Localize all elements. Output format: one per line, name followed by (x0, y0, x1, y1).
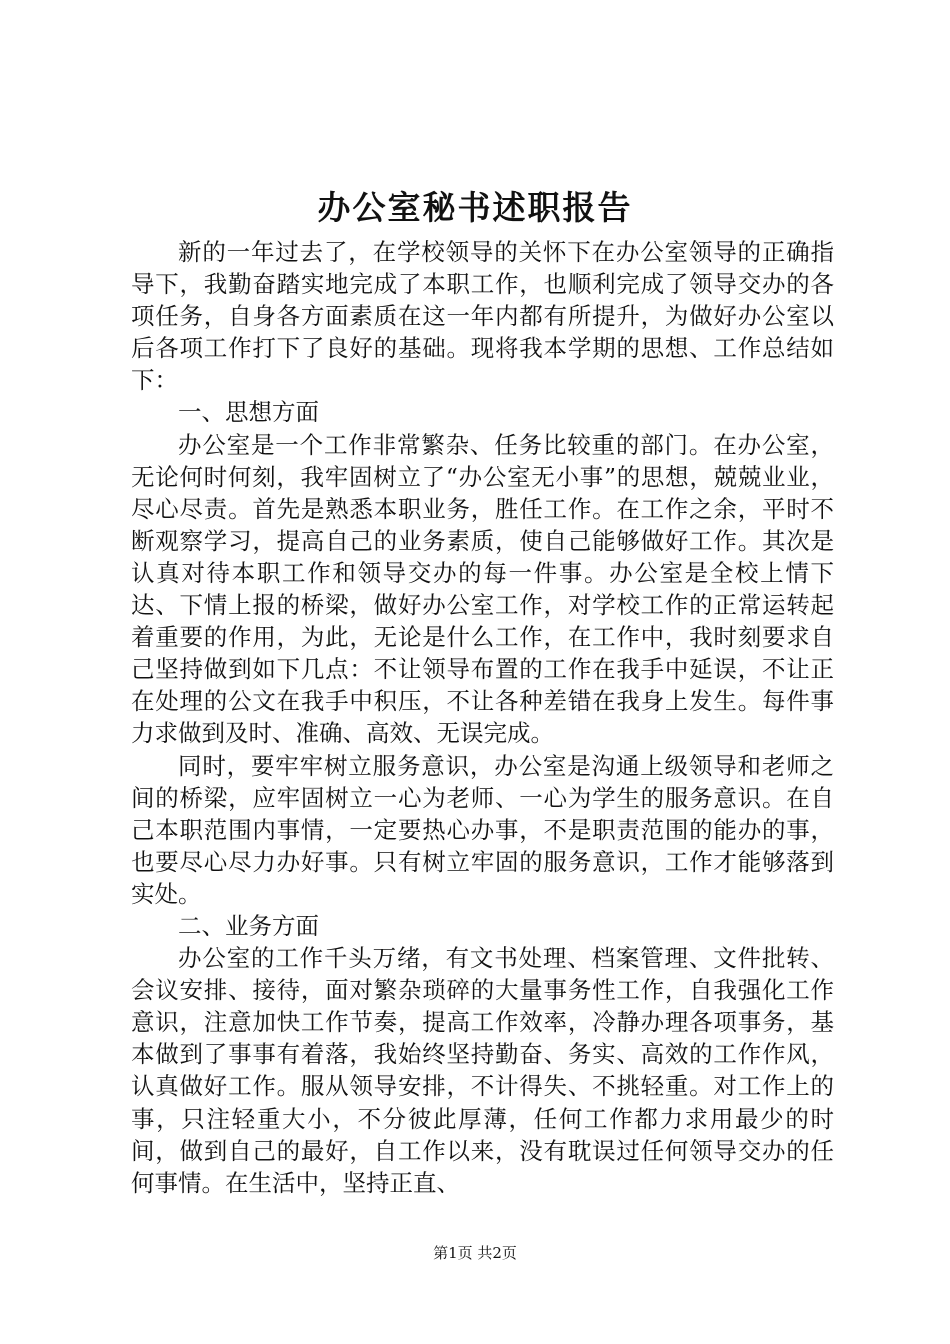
document-title: 办公室秘书述职报告 (317, 188, 633, 227)
paragraph-business: 办公室的工作千头万绪，有文书处理、档案管理、文件批转、会议安排、接待，面对繁杂琐碎的大量事务性工作，自我强化工作意识，注意加快工作节奏，提高工作效率，冷静办理各项事务，基本做到了事事有着落，我始终坚持勤奋、务实、高效的工作作风，认真做好工作。服从领导安排，不计得失、不挑轻重。对工作上的事，只注轻重大小，不分彼此厚薄，任何工作都力求用最少的时间，做到自己的最好，自工作以来，没有耽误过任何领导交办的任何事情。在生活中，坚持正直、 (131, 944, 834, 1197)
page-number-footer: 第1页 共2页 (433, 1244, 517, 1262)
paragraph-intro: 新的一年过去了，在学校领导的关怀下在办公室领导的正确指导下，我勤奋踏实地完成了本职工作，也顺利完成了领导交办的各项任务，自身各方面素质在这一年内都有所提升，为做好办公室以后各项工作打下了良好的基础。现将我本学期的思想、工作总结如下： (131, 238, 834, 395)
section-heading-thought: 一、思想方面 (178, 398, 319, 427)
paragraph-thought: 办公室是一个工作非常繁杂、任务比较重的部门。在办公室，无论何时何刻，我牢固树立了“办公室无小事”的思想，兢兢业业，尽心尽责。首先是熟悉本职业务，胜任工作。在工作之余，平时不断观察学习，提高自己的业务素质，使自己能够做好工作。其次是认真对待本职工作和领导交办的每一件事。办公室是全校上情下达、下情上报的桥梁，做好办公室工作，对学校工作的正常运转起着重要的作用，为此，无论是什么工作，在工作中，我时刻要求自己坚持做到如下几点：不让领导布置的工作在我手中延误，不让正在处理的公文在我手中积压，不让各种差错在我身上发生。每件事力求做到及时、准确、高效、无误完成。 (131, 430, 834, 748)
paragraph-service: 同时，要牢牢树立服务意识，办公室是沟通上级领导和老师之间的桥梁，应牢固树立一心为老师、一心为学生的服务意识。在自己本职范围内事情，一定要热心办事，不是职责范围的能办的事，也要尽心尽力办好事。只有树立牢固的服务意识，工作才能够落到实处。 (131, 751, 834, 908)
document-body (131, 236, 834, 1199)
section-heading-business: 二、业务方面 (178, 911, 319, 940)
